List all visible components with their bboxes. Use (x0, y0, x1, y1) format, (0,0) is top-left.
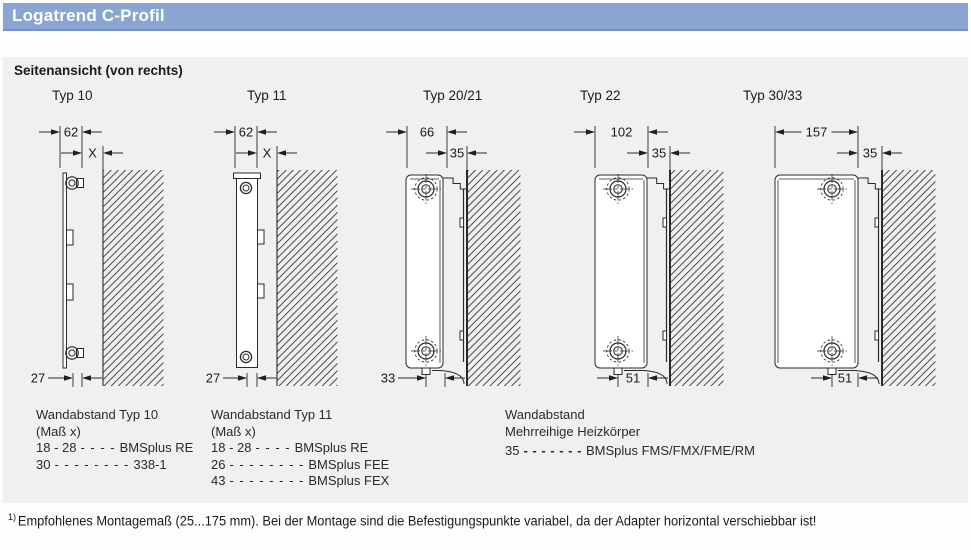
dimension-wall-distance (236, 146, 297, 161)
view-heading: Seitenansicht (von rechts) (14, 63, 183, 78)
note-wandabstand-typ10 (36, 407, 197, 473)
dimension-label: 66 (419, 124, 435, 140)
note-row (211, 440, 393, 457)
note-label: BMSplus RE (119, 440, 194, 456)
dimension-label: 62 (238, 124, 254, 140)
note-value: 26 (211, 456, 226, 472)
note-dashes: - - - - - - - - (229, 473, 305, 489)
diagram-typ-11 (195, 110, 370, 405)
page-title: Logatrend C-Profil (12, 6, 165, 25)
dimension-label: 35 (449, 145, 465, 161)
note-subtitle: Mehrreihige Heizkörper (505, 423, 641, 439)
note-title: Wandabstand Typ 10 (36, 407, 159, 422)
dimension-top (574, 125, 668, 140)
diagram-typ-10 (20, 110, 195, 405)
dimension-top (39, 125, 102, 140)
type-label-typ-10: Typ 10 (52, 88, 93, 103)
dimension-label: 35 (651, 145, 667, 161)
dimension-label: 33 (380, 370, 396, 386)
footnote-text: Empfohlenes Montagemaß (25...175 mm). Bei der Montage sind die Befestigungspunkte variabel, da der Adapter horizontal verschiebbar ist! (17, 513, 817, 529)
note-value: 18 - 28 (36, 440, 77, 456)
dimension-bottom (206, 371, 277, 386)
note-dashes: - - - - - - - - (229, 456, 305, 472)
dimension-wall-distance (426, 146, 487, 161)
note-title: Wandabstand (505, 407, 585, 422)
note-subtitle: (Maß x) (36, 423, 81, 439)
diagram-typ-30-33 (755, 110, 971, 405)
dimension-label: X (88, 145, 97, 161)
note-label: 338-1 (133, 456, 167, 472)
note-label: BMSplus FMS/FMX/FME/RM (585, 443, 755, 459)
dimension-label: 62 (63, 124, 79, 140)
diagram-svg (370, 110, 555, 400)
diagram-svg (20, 110, 195, 400)
dimension-label: 102 (610, 124, 633, 140)
note-row (36, 457, 197, 474)
section-header (3, 3, 968, 31)
note-value: 35 (505, 443, 520, 459)
side-view-panel (3, 57, 968, 503)
radiator-body (63, 173, 67, 368)
diagram-svg (755, 110, 971, 400)
note-dashes: - - - - - - - - (54, 456, 130, 472)
wall-hatching (670, 146, 724, 386)
wall-hatching (882, 146, 936, 386)
diagram-svg (555, 110, 755, 400)
note-value: 30 (36, 456, 51, 472)
wall-hatching (467, 146, 521, 386)
note-subtitle: (Maß x) (211, 423, 256, 439)
note-dashes: - - - - (255, 440, 291, 456)
note-wandabstand-mehrreihig (505, 407, 759, 460)
note-wandabstand-typ11 (211, 407, 393, 490)
dimension-label: 27 (30, 370, 46, 386)
note-label: BMSplus FEX (308, 473, 390, 489)
dimension-wall-distance (837, 146, 902, 161)
type-label-typ-30-33: Typ 30/33 (743, 88, 803, 103)
note-value: 18 - 28 (211, 440, 252, 456)
radiator-body (775, 175, 858, 375)
mounting-bracket (258, 230, 265, 298)
dimension-label: 157 (805, 124, 828, 140)
diagram-typ-22 (555, 110, 755, 405)
dimension-top (214, 125, 277, 140)
dimension-label: 51 (625, 370, 641, 386)
dimension-label: 35 (862, 145, 878, 161)
dimension-bottom (31, 371, 102, 386)
note-row (36, 440, 197, 457)
dimension-top (386, 125, 467, 140)
mounting-bracket (67, 230, 74, 300)
wall-hatching (103, 146, 164, 386)
wall-hatching (277, 146, 338, 386)
radiator-body (595, 175, 647, 375)
note-row (505, 443, 759, 460)
type-label-typ-20-21: Typ 20/21 (423, 88, 483, 103)
note-label: BMSplus FEE (308, 456, 390, 472)
radiator-body (406, 175, 443, 375)
note-label: BMSplus RE (294, 440, 369, 456)
dimension-label: 51 (837, 370, 853, 386)
note-row (211, 473, 393, 490)
valve-connection (66, 177, 84, 359)
dimension-wall-distance (61, 146, 123, 161)
diagram-svg (195, 110, 370, 400)
dimension-label: X (262, 145, 272, 161)
dimension-label: 27 (205, 370, 221, 386)
note-dashes: - - - - (80, 440, 116, 456)
footnote (8, 512, 816, 529)
type-label-typ-11: Typ 11 (247, 88, 287, 103)
note-title: Wandabstand Typ 11 (211, 407, 333, 422)
footnote-marker: 1) (8, 512, 17, 523)
dimension-wall-distance (627, 146, 690, 161)
radiator-body (234, 173, 261, 368)
note-dashes: - - - - - - - (523, 443, 582, 459)
diagram-typ-20-21 (370, 110, 555, 405)
type-label-typ-22: Typ 22 (580, 88, 621, 103)
dimension-top (775, 125, 858, 140)
note-row (211, 457, 393, 474)
note-value: 43 (211, 473, 226, 489)
